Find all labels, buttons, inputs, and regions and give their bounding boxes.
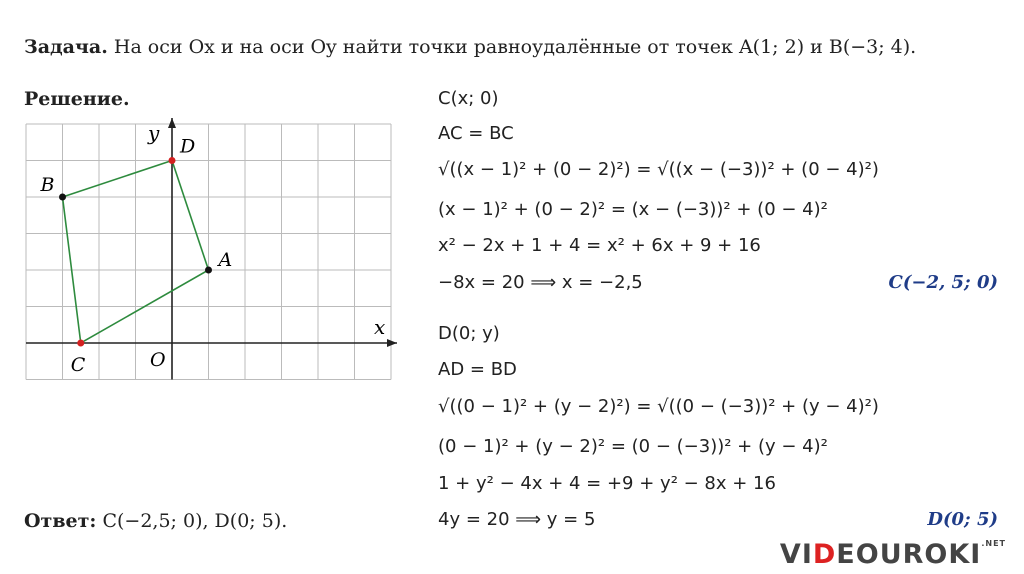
coordinate-graph — [0, 0, 400, 400]
point-A — [205, 267, 212, 274]
c-line-6: −8x = 20 ⟹ x = −2,5 — [438, 272, 643, 293]
c-line-5: x² − 2x + 1 + 4 = x² + 6x + 9 + 16 — [438, 235, 761, 256]
point-B — [59, 194, 66, 201]
c-line-2: AC = BC — [438, 123, 514, 144]
c-line-3: √((x − 1)² + (0 − 2)²) = √((x − (−3))² + (0 − 4)²) — [438, 159, 879, 180]
d-line-5: 1 + y² − 4x + 4 = +9 + y² − 8x + 16 — [438, 473, 776, 494]
y-axis-arrow — [168, 118, 176, 128]
axis-x-label: x — [374, 315, 386, 339]
d-result: D(0; 5) — [927, 509, 998, 530]
c-result: C(−2, 5; 0) — [888, 272, 998, 293]
d-line-4: (0 − 1)² + (y − 2)² = (0 − (−3))² + (y − 4)² — [438, 436, 828, 457]
videouroki-logo: $VIDEOUROKI^{.NET}$ — [779, 539, 1006, 570]
x-axis-arrow — [387, 339, 397, 347]
d-line-2: AD = BD — [438, 359, 517, 380]
point-D — [169, 157, 176, 164]
point-C — [77, 340, 84, 347]
answer — [24, 510, 287, 532]
d-line-6: 4y = 20 ⟹ y = 5 — [438, 509, 596, 530]
c-line-1: C(x; 0) — [438, 88, 499, 109]
axis-y-label: y — [148, 121, 160, 145]
point-label-D: D — [180, 135, 196, 158]
d-line-3: √((0 − 1)² + (y − 2)²) = √((0 − (−3))² + (y − 4)²) — [438, 396, 879, 417]
point-label-B: B — [40, 174, 55, 196]
origin-label: O — [150, 349, 166, 371]
solution-label: Решение. — [24, 88, 130, 110]
answer-label: Ответ: — [24, 510, 97, 532]
point-label-C: C — [70, 354, 86, 376]
d-line-1: D(0; y) — [438, 323, 500, 344]
point-label-A: A — [218, 249, 233, 271]
c-line-4: (x − 1)² + (0 − 2)² = (x − (−3))² + (0 − 4)² — [438, 199, 828, 220]
answer-text: C(−2,5; 0), D(0; 5). — [102, 510, 288, 532]
task-text: На оси Ox и на оси Oy найти точки равноудалённые от точек A(1; 2) и B(−3; 4). — [113, 36, 917, 58]
task-label: Задача. — [24, 36, 108, 58]
